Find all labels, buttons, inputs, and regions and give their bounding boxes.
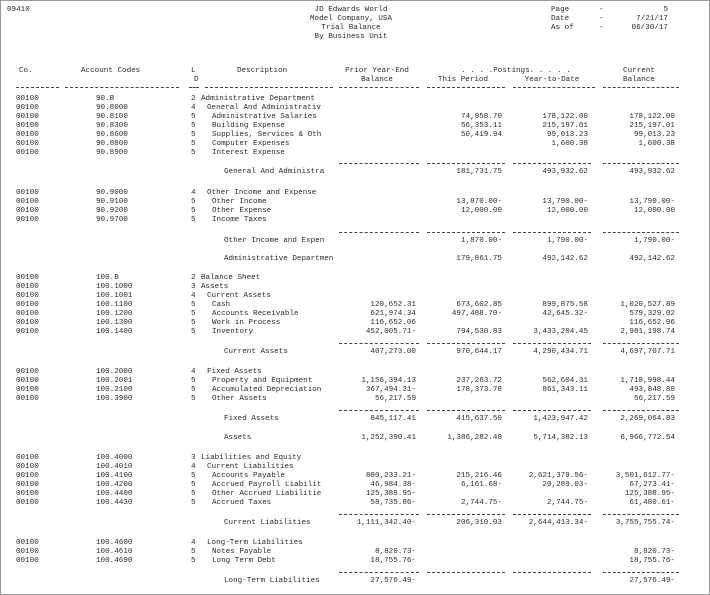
year-to-date-amount: 215,197.01 [542, 122, 588, 130]
row-company: 00100 [16, 386, 39, 394]
year-to-date-amount: 3,433,204.45 [533, 328, 588, 336]
row-description: Accrued Payroll Liabilit [212, 481, 322, 489]
total-rule-ytd [513, 163, 591, 164]
row-description: Other Income [212, 198, 267, 206]
row-level-of-detail: 5 [191, 131, 196, 139]
row-account-code: 100.4200 [96, 481, 133, 489]
col-header-postings: . . . .Postings. . . . . [461, 67, 571, 75]
report-title-line-2: Model Company, USA [309, 15, 393, 23]
this-period-amount: 237,263.72 [456, 377, 502, 385]
total-rule-prior [339, 572, 419, 573]
year-to-date-amount: 861,343.11 [542, 386, 588, 394]
row-level-of-detail: 4 [191, 463, 196, 471]
date-dash: - [599, 15, 604, 23]
page-number: 5 [663, 6, 668, 14]
col-header-current-1: Current [623, 67, 655, 75]
year-to-date-amount: 12,000.00 [546, 207, 588, 215]
row-level-of-detail: 5 [191, 328, 196, 336]
row-level-of-detail: 5 [191, 395, 196, 403]
total-rule-ytd [513, 514, 591, 515]
row-description: Supplies, Services & Oth [212, 131, 322, 139]
total-rule-this-period [427, 410, 505, 411]
row-company: 00100 [16, 319, 39, 327]
row-account-code: 100.B [96, 274, 119, 282]
current-balance: 493,932.62 [629, 168, 675, 176]
col-header-d: D [194, 76, 199, 84]
row-description: Accumulated Depreciation [212, 386, 322, 394]
row-company: 00100 [16, 292, 39, 300]
row-account-code: 90.8000 [96, 104, 128, 112]
row-company: 00100 [16, 189, 39, 197]
col-header-current-2: Balance [623, 76, 655, 84]
this-period-amount: 178,373.78 [456, 386, 502, 394]
total-rule-current [603, 410, 679, 411]
row-level-of-detail: 5 [191, 122, 196, 130]
row-level-of-detail: 4 [191, 368, 196, 376]
row-level-of-detail: 5 [191, 113, 196, 121]
header-rule-this-period [427, 87, 505, 88]
year-to-date-amount: 493,932.62 [542, 168, 588, 176]
row-description: Administrative Salaries [212, 113, 317, 121]
this-period-amount: 415,637.50 [456, 415, 502, 423]
col-header-co: Co. [19, 67, 33, 75]
row-account-code: 100.1100 [96, 301, 133, 309]
current-balance: 3,755,755.74- [615, 519, 675, 527]
this-period-amount: 13,870.00- [456, 198, 502, 206]
report-title-line-1: JD Edwards World [314, 6, 388, 14]
row-company: 00100 [16, 283, 39, 291]
row-company: 00100 [16, 104, 39, 112]
total-description: General And Administra [224, 168, 325, 176]
current-balance: 1,718,998.44 [620, 377, 675, 385]
prior-year-end-balance: 8,820.73- [374, 548, 416, 556]
asof-label: As of [551, 24, 574, 32]
row-description: Accounts Payable [212, 472, 285, 480]
col-header-prior-1: Prior Year-End [345, 67, 409, 75]
total-description: Administrative Departmen [224, 255, 334, 263]
current-balance: 125,388.95- [624, 490, 675, 498]
row-description: Notes Payable [212, 548, 272, 556]
row-level-of-detail: 5 [191, 490, 196, 498]
prior-year-end-balance: 1,156,394.13 [361, 377, 416, 385]
row-company: 00100 [16, 472, 39, 480]
total-rule-prior [339, 410, 419, 411]
total-description: Long-Term Liabilities [224, 577, 320, 585]
row-account-code: 100.4610 [96, 548, 133, 556]
current-balance: 6,966,772.54 [620, 434, 675, 442]
this-period-amount: 12,000.00 [460, 207, 502, 215]
year-to-date-amount: 1,600.38 [551, 140, 588, 148]
row-account-code: 100.4430 [96, 499, 133, 507]
row-company: 00100 [16, 216, 39, 224]
this-period-amount: 6,161.68- [460, 481, 502, 489]
total-description: Other Income and Expen [224, 237, 325, 245]
row-account-code: 100.4400 [96, 490, 133, 498]
this-period-amount: 206,310.03 [456, 519, 502, 527]
header-rule-ld [189, 87, 199, 88]
row-company: 00100 [16, 463, 39, 471]
this-period-amount: 1,386,282.48 [447, 434, 502, 442]
col-header-description: Description [237, 67, 288, 75]
row-description: Building Expense [212, 122, 285, 130]
report-title-line-3: Trial Balance [321, 24, 381, 32]
header-rule-co [16, 87, 59, 88]
row-level-of-detail: 5 [191, 149, 196, 157]
row-company: 00100 [16, 328, 39, 336]
prior-year-end-balance: 452,005.71- [365, 328, 416, 336]
row-level-of-detail: 5 [191, 481, 196, 489]
row-description: General And Administrativ [207, 104, 321, 112]
row-level-of-detail: 5 [191, 301, 196, 309]
total-rule-prior [339, 514, 419, 515]
year-to-date-amount: 2,621,379.56- [528, 472, 588, 480]
row-account-code: 90.8300 [96, 122, 128, 130]
row-account-code: 90.8800 [96, 140, 128, 148]
current-balance: 13,790.00- [629, 198, 675, 206]
this-period-amount: 794,530.83 [456, 328, 502, 336]
this-period-amount: 56,353.11 [460, 122, 502, 130]
row-level-of-detail: 5 [191, 548, 196, 556]
current-balance: 67,273.41- [629, 481, 675, 489]
row-level-of-detail: 4 [191, 539, 196, 547]
prior-year-end-balance: 621,974.34 [370, 310, 416, 318]
year-to-date-amount: 492,142.62 [542, 255, 588, 263]
row-company: 00100 [16, 198, 39, 206]
prior-year-end-balance: 407,273.00 [370, 348, 416, 356]
row-account-code: 100.1200 [96, 310, 133, 318]
row-level-of-detail: 3 [191, 283, 196, 291]
total-rule-ytd [513, 232, 591, 233]
prior-year-end-balance: 1,252,390.41 [361, 434, 416, 442]
row-description: Accounts Receivable [212, 310, 299, 318]
year-to-date-amount: 99,013.23 [546, 131, 588, 139]
row-description: Current Liabilities [207, 463, 294, 471]
year-to-date-amount: 13,790.00- [542, 198, 588, 206]
row-account-code: 90.9100 [96, 198, 128, 206]
current-balance: 2,981,198.74 [620, 328, 675, 336]
row-description: Property and Equipment [212, 377, 313, 385]
current-balance: 579,329.02 [629, 310, 675, 318]
current-balance: 4,697,707.71 [620, 348, 675, 356]
row-description: Computer Expenses [212, 140, 290, 148]
row-description: Income Taxes [212, 216, 267, 224]
total-rule-current [603, 514, 679, 515]
current-balance: 61,480.61- [629, 499, 675, 507]
row-account-code: 100.4000 [96, 454, 133, 462]
row-company: 00100 [16, 557, 39, 565]
prior-year-end-balance: 1,111,342.40- [356, 519, 416, 527]
row-description: Administrative Department [201, 95, 315, 103]
this-period-amount: 179,861.75 [456, 255, 502, 263]
header-rule-account [65, 87, 179, 88]
this-period-amount: 215,216.46 [456, 472, 502, 480]
row-level-of-detail: 5 [191, 499, 196, 507]
row-description: Cash [212, 301, 231, 309]
row-account-code: 100.2100 [96, 386, 133, 394]
row-level-of-detail: 5 [191, 216, 196, 224]
row-description: Fixed Assets [207, 368, 262, 376]
row-account-code: 90.8900 [96, 149, 128, 157]
row-company: 00100 [16, 310, 39, 318]
current-balance: 1,020,527.89 [620, 301, 675, 309]
current-balance: 8,820.73- [633, 548, 675, 556]
this-period-amount: 970,644.17 [456, 348, 502, 356]
row-level-of-detail: 5 [191, 198, 196, 206]
row-level-of-detail: 5 [191, 472, 196, 480]
row-account-code: 100.4010 [96, 463, 133, 471]
current-balance: 215,197.01 [629, 122, 675, 130]
year-to-date-amount: 42,645.32- [542, 310, 588, 318]
row-account-code: 90.8100 [96, 113, 128, 121]
page-dash: - [599, 6, 604, 14]
row-description: Work in Process [212, 319, 281, 327]
year-to-date-amount: 20,289.03- [542, 481, 588, 489]
header-rule-description [205, 87, 333, 88]
col-header-l: L [191, 67, 196, 75]
row-account-code: 90.8600 [96, 131, 128, 139]
prior-year-end-balance: 27,576.49- [370, 577, 416, 585]
prior-year-end-balance: 116,652.06 [370, 319, 416, 327]
prior-year-end-balance: 125,388.95- [365, 490, 416, 498]
row-account-code: 100.2000 [96, 368, 133, 376]
row-account-code: 90.9000 [96, 189, 128, 197]
total-rule-current [603, 572, 679, 573]
this-period-amount: 2,744.75- [460, 499, 502, 507]
row-account-code: 100.1000 [96, 283, 133, 291]
current-balance: 99,013.23 [633, 131, 675, 139]
program-id: 09410 [7, 6, 30, 14]
row-company: 00100 [16, 113, 39, 121]
row-company: 00100 [16, 548, 39, 556]
row-account-code: 100.1300 [96, 319, 133, 327]
year-to-date-amount: 562,604.31 [542, 377, 588, 385]
prior-year-end-balance: 845,117.41 [370, 415, 416, 423]
report-title-line-4: By Business Unit [314, 33, 388, 41]
year-to-date-amount: 178,122.00 [542, 113, 588, 121]
prior-year-end-balance: 56,217.59 [374, 395, 416, 403]
total-rule-ytd [513, 410, 591, 411]
row-level-of-detail: 5 [191, 557, 196, 565]
row-account-code: 90.9700 [96, 216, 128, 224]
col-header-this-period: This Period [437, 76, 489, 84]
row-company: 00100 [16, 499, 39, 507]
row-description: Interest Expense [212, 149, 285, 157]
row-company: 00100 [16, 539, 39, 547]
row-company: 00100 [16, 207, 39, 215]
this-period-amount: 497,488.70- [451, 310, 502, 318]
total-rule-ytd [513, 572, 591, 573]
row-company: 00100 [16, 377, 39, 385]
col-header-ytd: Year-to-Date [524, 76, 580, 84]
prior-year-end-balance: 367,494.31- [365, 386, 416, 394]
year-to-date-amount: 1,423,947.42 [533, 415, 588, 423]
prior-year-end-balance: 58,735.86- [370, 499, 416, 507]
row-level-of-detail: 5 [191, 140, 196, 148]
total-rule-ytd [513, 343, 591, 344]
this-period-amount: 1,870.00- [460, 237, 502, 245]
row-account-code: 100.4100 [96, 472, 133, 480]
current-balance: 12,000.00 [633, 207, 675, 215]
row-level-of-detail: 4 [191, 189, 196, 197]
header-rule-current [603, 87, 679, 88]
row-company: 00100 [16, 481, 39, 489]
total-description: Fixed Assets [224, 415, 279, 423]
current-balance: 1,790.00- [633, 237, 675, 245]
col-header-account-codes: Account Codes [81, 67, 141, 75]
year-to-date-amount: 4,290,434.71 [533, 348, 588, 356]
date-value: 7/21/17 [636, 15, 668, 23]
year-to-date-amount: 5,714,382.13 [533, 434, 588, 442]
row-description: Balance Sheet [201, 274, 261, 282]
row-account-code: 100.2001 [96, 377, 133, 385]
total-description: Current Assets [224, 348, 288, 356]
row-account-code: 100.1001 [96, 292, 133, 300]
row-company: 00100 [16, 368, 39, 376]
row-account-code: 100.1400 [96, 328, 133, 336]
total-rule-current [603, 232, 679, 233]
current-balance: 492,142.62 [629, 255, 675, 263]
row-description: Inventory [212, 328, 254, 336]
row-level-of-detail: 5 [191, 319, 196, 327]
row-company: 00100 [16, 122, 39, 130]
header-rule-prior [339, 87, 419, 88]
row-level-of-detail: 5 [191, 386, 196, 394]
row-company: 00100 [16, 95, 39, 103]
row-account-code: 90.B [96, 95, 115, 103]
date-label: Date [551, 15, 570, 23]
total-rule-this-period [427, 163, 505, 164]
current-balance: 1,600.38 [638, 140, 675, 148]
row-description: Liabilities and Equity [201, 454, 302, 462]
row-level-of-detail: 5 [191, 207, 196, 215]
row-company: 00100 [16, 149, 39, 157]
row-description: Other Assets [212, 395, 267, 403]
row-company: 00100 [16, 490, 39, 498]
row-account-code: 100.4600 [96, 539, 133, 547]
row-description: Long-Term Liabilities [207, 539, 303, 547]
this-period-amount: 181,731.75 [456, 168, 502, 176]
row-level-of-detail: 4 [191, 292, 196, 300]
prior-year-end-balance: 46,984.38- [370, 481, 416, 489]
year-to-date-amount: 2,644,413.34- [528, 519, 588, 527]
row-account-code: 100.4690 [96, 557, 133, 565]
row-company: 00100 [16, 131, 39, 139]
current-balance: 116,652.06 [629, 319, 675, 327]
row-level-of-detail: 4 [191, 104, 196, 112]
row-level-of-detail: 3 [191, 454, 196, 462]
row-description: Other Expense [212, 207, 272, 215]
total-description: Current Liabilities [224, 519, 311, 527]
row-account-code: 90.9200 [96, 207, 128, 215]
current-balance: 178,122.00 [629, 113, 675, 121]
current-balance: 27,576.49- [629, 577, 675, 585]
total-rule-this-period [427, 572, 505, 573]
row-account-code: 100.3900 [96, 395, 133, 403]
row-description: Current Assets [207, 292, 271, 300]
prior-year-end-balance: 120,652.31 [370, 301, 416, 309]
row-description: Long Term Debt [212, 557, 276, 565]
current-balance: 3,501,612.77- [615, 472, 675, 480]
row-level-of-detail: 5 [191, 310, 196, 318]
year-to-date-amount: 2,744.75- [546, 499, 588, 507]
this-period-amount: 673,602.85 [456, 301, 502, 309]
total-rule-current [603, 343, 679, 344]
total-rule-this-period [427, 514, 505, 515]
row-company: 00100 [16, 140, 39, 148]
total-description: Assets [224, 434, 252, 442]
total-rule-this-period [427, 232, 505, 233]
total-rule-current [603, 163, 679, 164]
page-label: Page [551, 6, 570, 14]
current-balance: 2,269,064.83 [620, 415, 675, 423]
header-rule-ytd [513, 87, 595, 88]
total-rule-prior [339, 163, 419, 164]
prior-year-end-balance: 880,233.21- [365, 472, 416, 480]
current-balance: 493,848.80 [629, 386, 675, 394]
row-company: 00100 [16, 301, 39, 309]
year-to-date-amount: 1,790.00- [546, 237, 588, 245]
current-balance: 18,755.76- [629, 557, 675, 565]
row-level-of-detail: 2 [191, 274, 196, 282]
row-company: 00100 [16, 274, 39, 282]
row-company: 00100 [16, 395, 39, 403]
row-description: Other Income and Expense [207, 189, 317, 197]
asof-dash: - [599, 24, 604, 32]
asof-value: 06/30/17 [631, 24, 668, 32]
row-level-of-detail: 5 [191, 377, 196, 385]
row-description: Other Accrued Liabilitie [212, 490, 322, 498]
this-period-amount: 50,419.94 [460, 131, 502, 139]
prior-year-end-balance: 18,755.76- [370, 557, 416, 565]
row-level-of-detail: 2 [191, 95, 196, 103]
row-description: Assets [201, 283, 229, 291]
row-description: Accrued Taxes [212, 499, 272, 507]
row-company: 00100 [16, 454, 39, 462]
total-rule-this-period [427, 343, 505, 344]
total-rule-prior [339, 343, 419, 344]
col-header-prior-2: Balance [361, 76, 393, 84]
current-balance: 56,217.59 [633, 395, 675, 403]
year-to-date-amount: 899,875.58 [542, 301, 588, 309]
total-rule-prior [339, 232, 419, 233]
this-period-amount: 74,958.70 [460, 113, 502, 121]
